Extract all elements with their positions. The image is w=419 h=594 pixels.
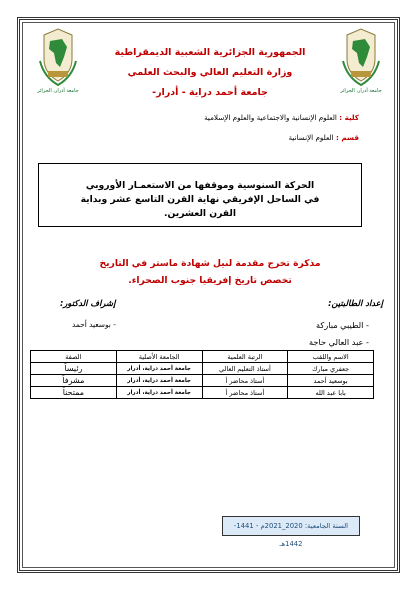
right-logo-caption: جامعة أدرار، الجزائر xyxy=(340,88,382,94)
university-name: جامعة أحمد دراية - أدرار- xyxy=(152,87,268,98)
table-row xyxy=(31,375,374,387)
left-logo-caption: جامعة أدرار، الجزائر xyxy=(37,88,79,94)
member-role: ممتحناً xyxy=(31,387,117,399)
department-label: قسم : xyxy=(335,133,359,142)
member-name: بوسعيد أحمد xyxy=(288,375,374,387)
africa-map-emblem-icon xyxy=(34,27,82,91)
faculty-value: العلوم الإنسانية والاجتماعية والعلوم الإسلامية xyxy=(204,113,337,122)
member-university: جامعة أحمد دراية، أدرار xyxy=(116,363,202,375)
student-name-2: - عبد العالي حاجة xyxy=(309,337,369,347)
header-university: الجامعة الأصلية xyxy=(116,351,202,363)
header-name: الاسم واللقب xyxy=(288,351,374,363)
department-value: العلوم الإنسانية xyxy=(288,133,334,142)
member-role: رئيساً xyxy=(31,363,117,375)
thesis-title-box xyxy=(38,163,362,227)
thesis-title-line3: القرن العشرين. xyxy=(163,208,237,219)
students-label: إعداد الطالبتين: xyxy=(328,298,383,308)
student-name-1: - الطيبي مباركة xyxy=(315,320,369,330)
table-header-row xyxy=(31,351,374,363)
department-line xyxy=(59,133,359,142)
member-name: بابا عبد الله xyxy=(288,387,374,399)
supervisor-label: إشراف الدكتور: xyxy=(60,298,116,308)
header-rank: الرتبة العلمية xyxy=(202,351,288,363)
member-university: جامعة أحمد دراية، أدرار xyxy=(116,375,202,387)
africa-map-emblem-icon xyxy=(337,27,385,91)
member-name: جعفري مبارك xyxy=(288,363,374,375)
academic-year-box: السنة الجامعية: 2020_2021م - 1441-1442هـ xyxy=(222,516,360,536)
thesis-title-line2: في الساحل الإفريقي نهاية القرن التاسع عشر وبداية xyxy=(80,194,320,205)
header-role: الصفة xyxy=(31,351,117,363)
ministry-name: وزارة التعليم العالي والبحث العلمي xyxy=(127,67,293,78)
member-role: مشرفاً xyxy=(31,375,117,387)
table-row xyxy=(31,363,374,375)
member-rank: أستاذ محاضر أ xyxy=(202,375,288,387)
member-rank: أستاذ محاضر أ xyxy=(202,387,288,399)
memo-line2: تخصص تاريخ إفريقيا جنوب الصحراء. xyxy=(128,275,292,286)
thesis-title-line1: الحركة السنوسية وموقفها من الاستعمـار الأوروبي xyxy=(85,180,315,191)
table-row xyxy=(31,387,374,399)
republic-name: الجمهورية الجزائرية الشعبية الديمقراطية xyxy=(114,47,306,58)
member-rank: أستاذ التعليم العالي xyxy=(202,363,288,375)
commission-table xyxy=(30,350,374,399)
memo-line1: مذكرة تخرج مقدمة لنيل شهادة ماستر في التاريخ xyxy=(99,258,321,269)
supervisor-name: - بوسعيد أحمد xyxy=(72,320,116,329)
faculty-line xyxy=(59,113,359,122)
page-border-inner xyxy=(22,22,395,568)
faculty-label: كلية : xyxy=(339,113,359,122)
member-university: جامعة أحمد دراية، أدرار xyxy=(116,387,202,399)
